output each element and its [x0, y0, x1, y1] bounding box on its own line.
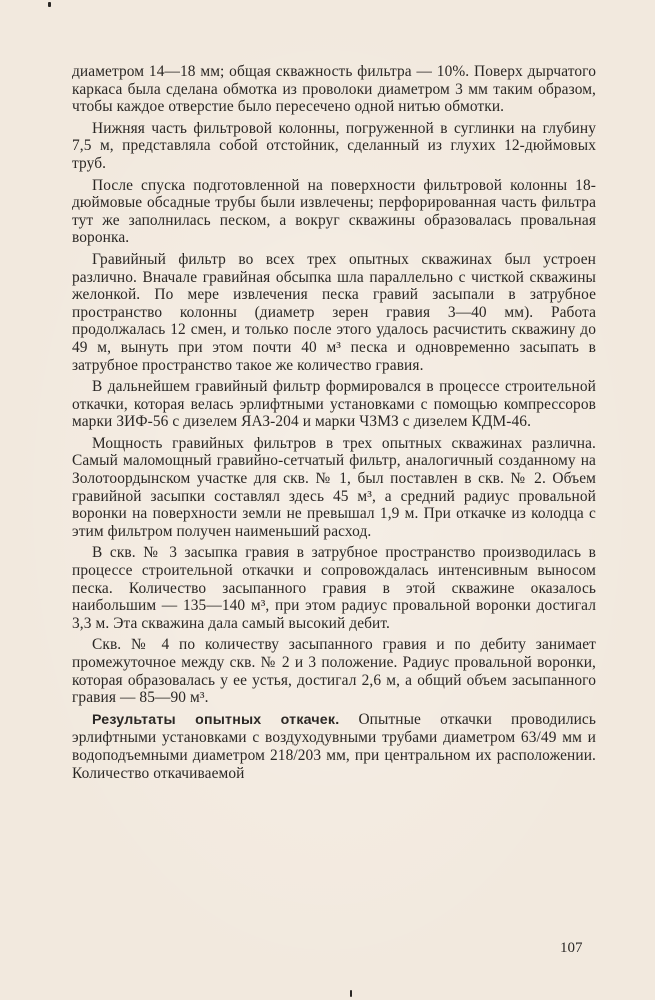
paragraph-5: В дальнейшем гравийный фильтр формировался в процессе строительной откачки, которая велась эрлифтными установками с помощью компрессоров марки ЗИФ-56 с дизелем ЯАЗ-204 и марки ЧЗМЗ с дизелем КДМ-46.: [72, 378, 596, 431]
section-heading: Результаты опытных откачек.: [92, 711, 340, 728]
paragraph-6: Мощность гравийных фильтров в трех опытных скважинах различна. Самый маломощный гравийно-сетчатый фильтр, аналогичный созданному на Золотоордынском участке для скв. № 1, был поставлен в скв. № 2. Объем гравийной засыпки составлял здесь 45 м³, а средний радиус провальной воронки на поверхности земли не превышал 1,9 м. При откачке из колодца с этим фильтром получен наименьший расход.: [72, 434, 596, 540]
paragraph-7: В скв. № 3 засыпка гравия в затрубное пространство производилась в процессе строительной откачки и сопровождалась интенсивным выносом песка. Количество засыпанного гравия в этой скважине оказалось наибольшим — 135—140 м³, при этом радиус провальной воронки достигал 3,3 м. Эта скважина дала самый высокий дебит.: [72, 544, 596, 632]
body-text: [72, 63, 596, 786]
paragraph-3: После спуска подготовленной на поверхности фильтровой колонны 18-дюймовые обсадные трубы были извлечены; перфорированная часть фильтра тут же заполнилась песком, а вокруг скважины образовалась провальная воронка.: [72, 176, 596, 247]
paragraph-8: Скв. № 4 по количеству засыпанного гравия и по дебиту занимает промежуточное между скв. № 2 и 3 положение. Радиус провальной воронки, которая образовалась у ее устья, достигал 2,6 м, а общий объем засыпанного гравия — 85—90 м³.: [72, 636, 596, 707]
paragraph-2: Нижняя часть фильтровой колонны, погруженной в суглинки на глубину 7,5 м, представляла собой отстойник, сделанный из глухих 12-дюймовых труб.: [72, 119, 596, 172]
paragraph-9: [72, 711, 596, 782]
paragraph-1: диаметром 14—18 мм; общая скважность фильтра — 10%. Поверх дырчатого каркаса была сделана обмотка из проволоки диаметром 3 мм таким образом, чтобы каждое отверстие было пересечено одной нитью обмотки.: [72, 63, 596, 116]
page-number: 107: [560, 940, 583, 956]
scan-mark-bottom: [350, 990, 352, 997]
paragraph-9-text: Опытные откачки проводились эрлифтными установками с воздуходувными трубами диаметром 63/49 мм и водоподъемными диаметром 218/203 мм, при центральном их расположении. Количество откачиваемой: [72, 710, 596, 782]
paragraph-4: Гравийный фильтр во всех трех опытных скважинах был устроен различно. Вначале гравийная обсыпка шла параллельно с чисткой скважины желонкой. По мере извлечения песка гравий засыпали в затрубное пространство колонны (диаметр зерен гравия 3—40 мм). Работа продолжалась 12 смен, и только после этого удалось расчистить скважину до 49 м, вынуть при этом почти 40 м³ песка и одновременно засыпать в затрубное пространство такое же количество гравия.: [72, 250, 596, 374]
scan-mark-top: [48, 2, 51, 7]
